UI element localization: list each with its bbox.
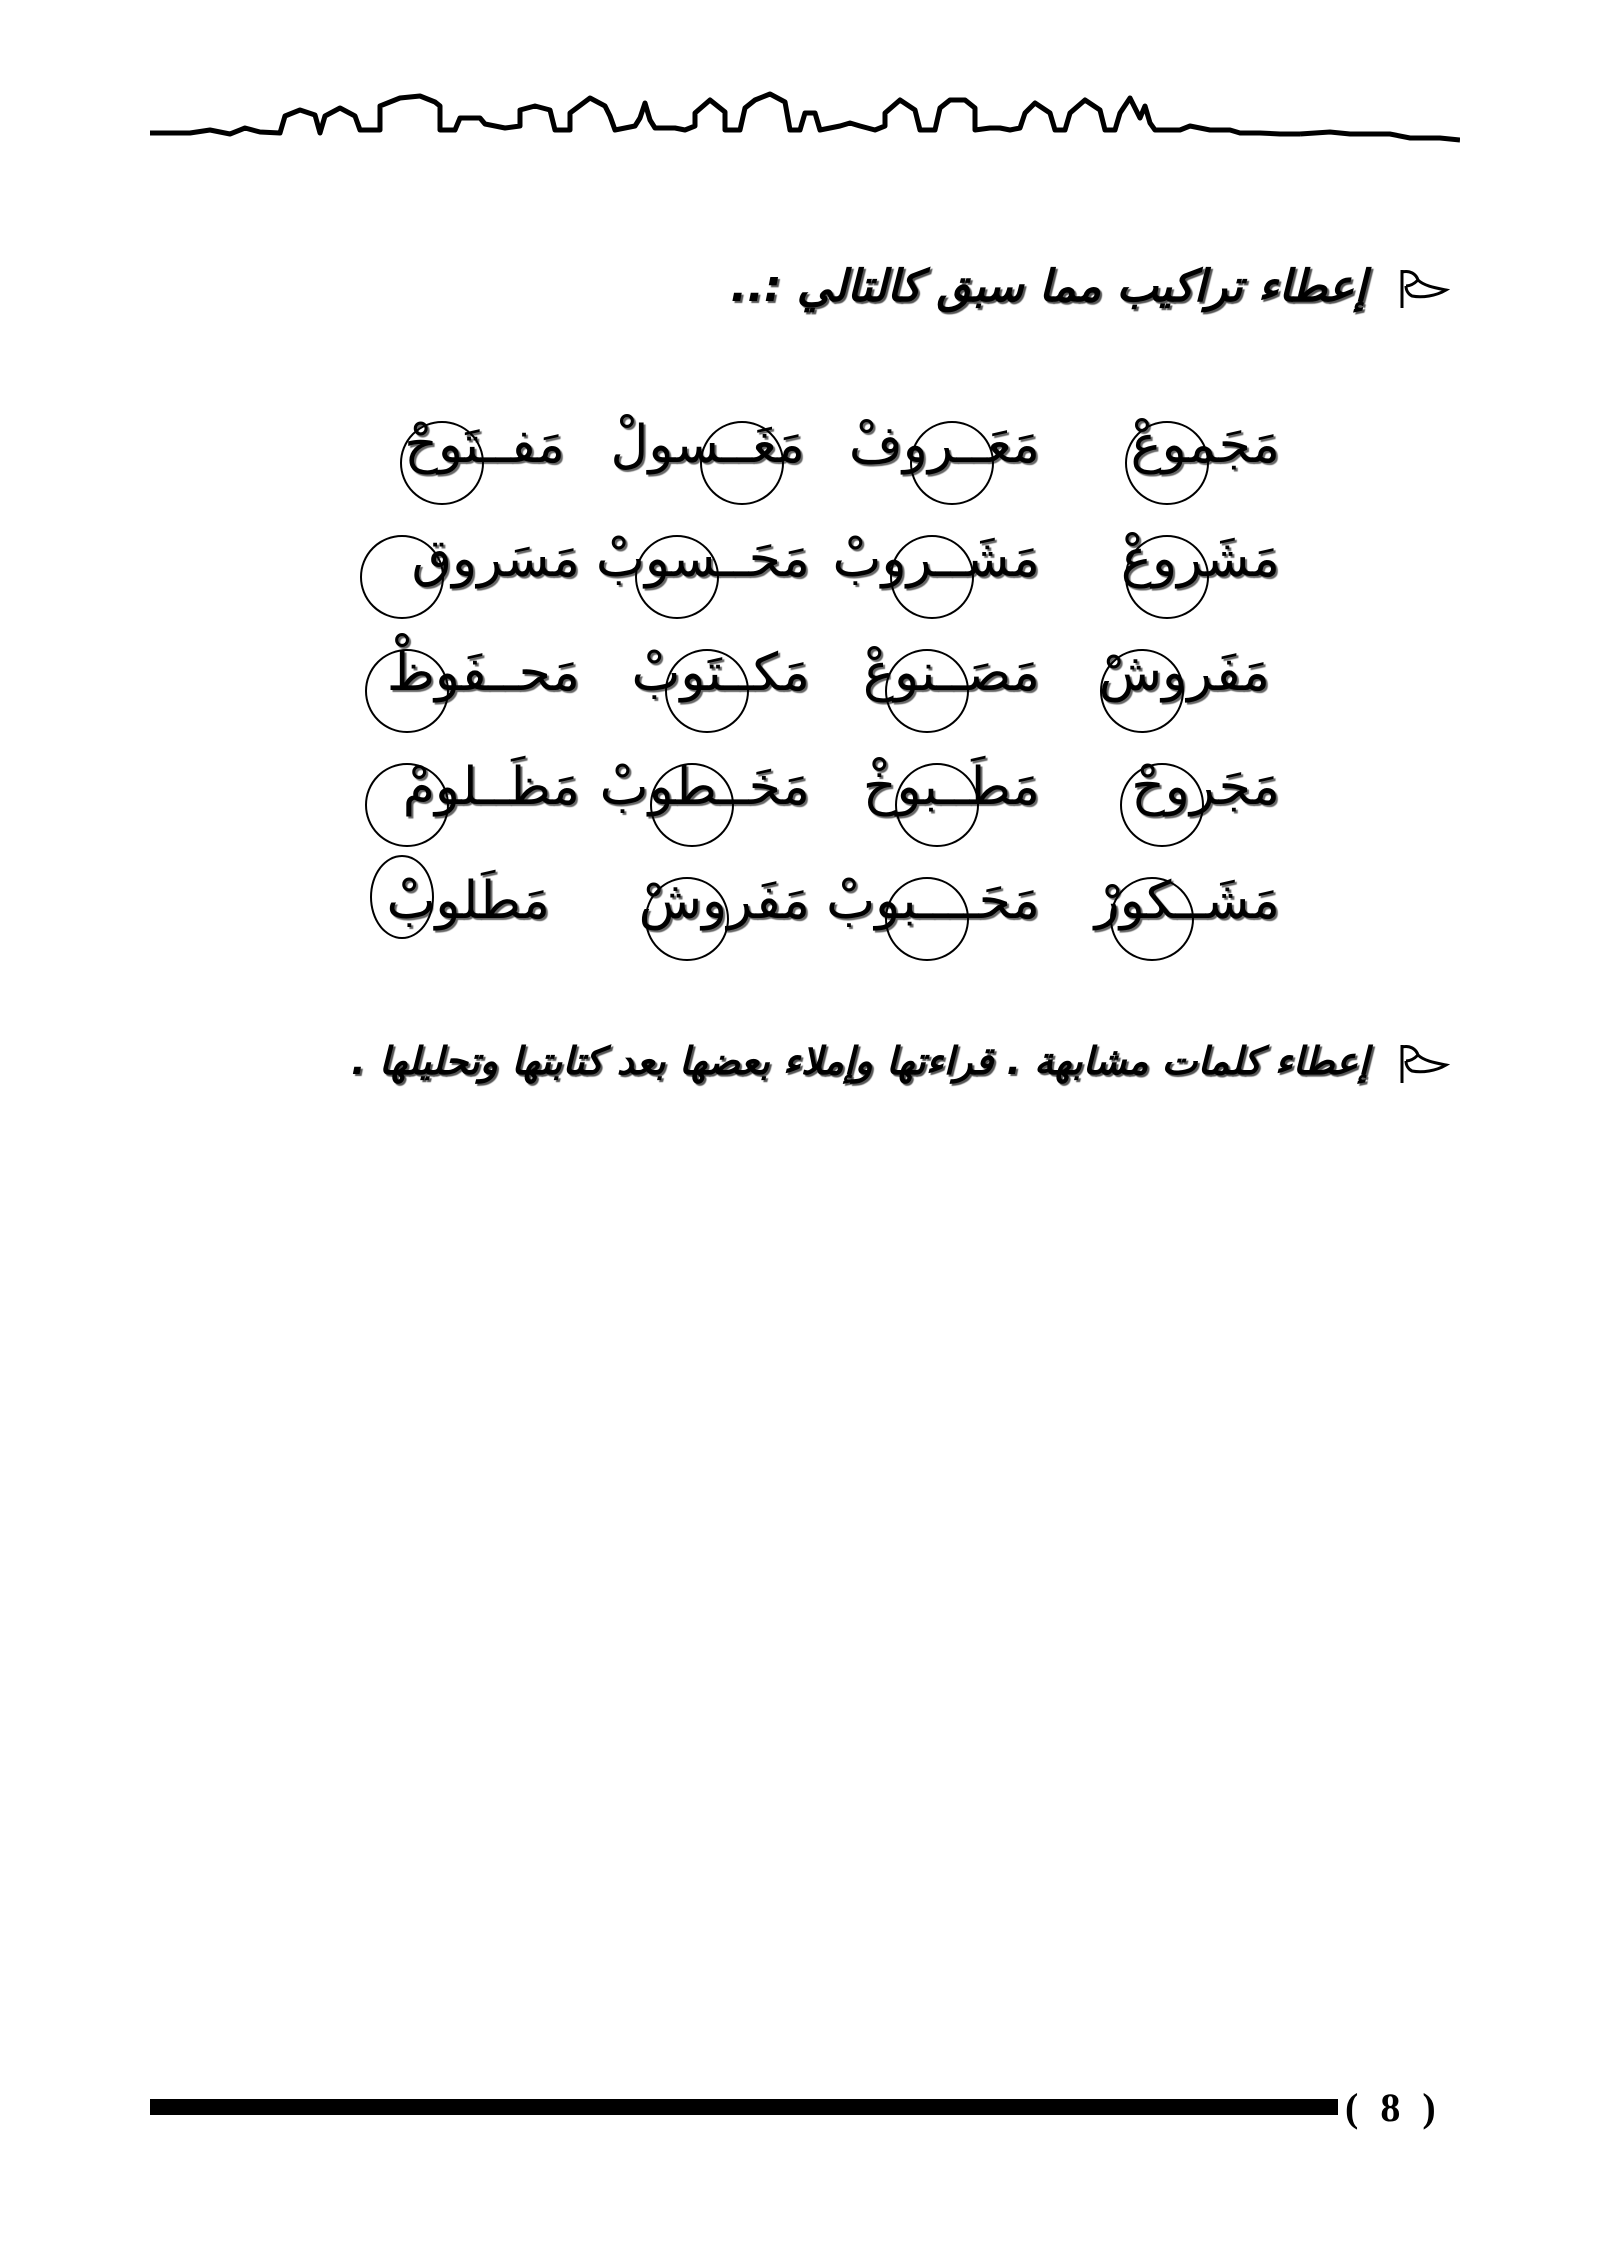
word-cell: مَحَــسوبْ [595, 529, 810, 589]
word-cell: مَشَــكورْ [1094, 871, 1280, 931]
instruction-1 [730, 252, 1450, 322]
word-cell: مَفَروشْ [1098, 643, 1270, 703]
word-row-3 [330, 623, 1280, 737]
word-cell: مَفَروشْ [638, 871, 810, 931]
word-cell: مَشَــروبْ [832, 529, 1040, 589]
instruction-2 [150, 1030, 1450, 1092]
flag-icon [1398, 1043, 1450, 1085]
word-row-2 [330, 509, 1280, 623]
word-cell: مَكــتَوبْ [631, 643, 810, 703]
word-cell: مَحَــــبوبْ [826, 871, 1040, 931]
word-cell: مَشَروعْ [1120, 529, 1280, 589]
word-cell: مَحــفَوظْ [386, 643, 580, 703]
word-cell: مَطَلوبْ [386, 871, 550, 931]
word-cell: مَظَــلومْ [402, 757, 580, 817]
word-row-1 [330, 395, 1280, 509]
instruction-2-text: إعطاء كلمات مشابهة . قراءتها وإملاء بعضها بعد كتابتها وتحليلها . [351, 1039, 1369, 1083]
word-cell: مَجَموعْ [1130, 415, 1280, 475]
word-cell: مَعَــروفْ [848, 415, 1040, 475]
footer-rule [150, 2099, 1338, 2115]
word-cell: مَجَروحْ [1131, 757, 1280, 817]
word-cell: مَطَــبوخْ [862, 757, 1040, 817]
word-cell: مَخَــطوبْ [599, 757, 810, 817]
word-cell: مَغَــسولْ [610, 415, 805, 475]
instruction-1-text: إعطاء تراكيب مما سبق كالتالي :.. [730, 261, 1367, 312]
word-cell: مَسَروق [411, 529, 580, 589]
word-grid [330, 395, 1280, 965]
word-cell: مَفــتَوحْ [404, 415, 565, 475]
word-row-5 [330, 851, 1280, 965]
word-cell: مَصَــنوعْ [863, 643, 1040, 703]
skyline-border-decoration [150, 88, 1460, 168]
page-number: ( 8 ) [1345, 2085, 1442, 2130]
flag-icon [1398, 268, 1450, 310]
word-row-4 [330, 737, 1280, 851]
